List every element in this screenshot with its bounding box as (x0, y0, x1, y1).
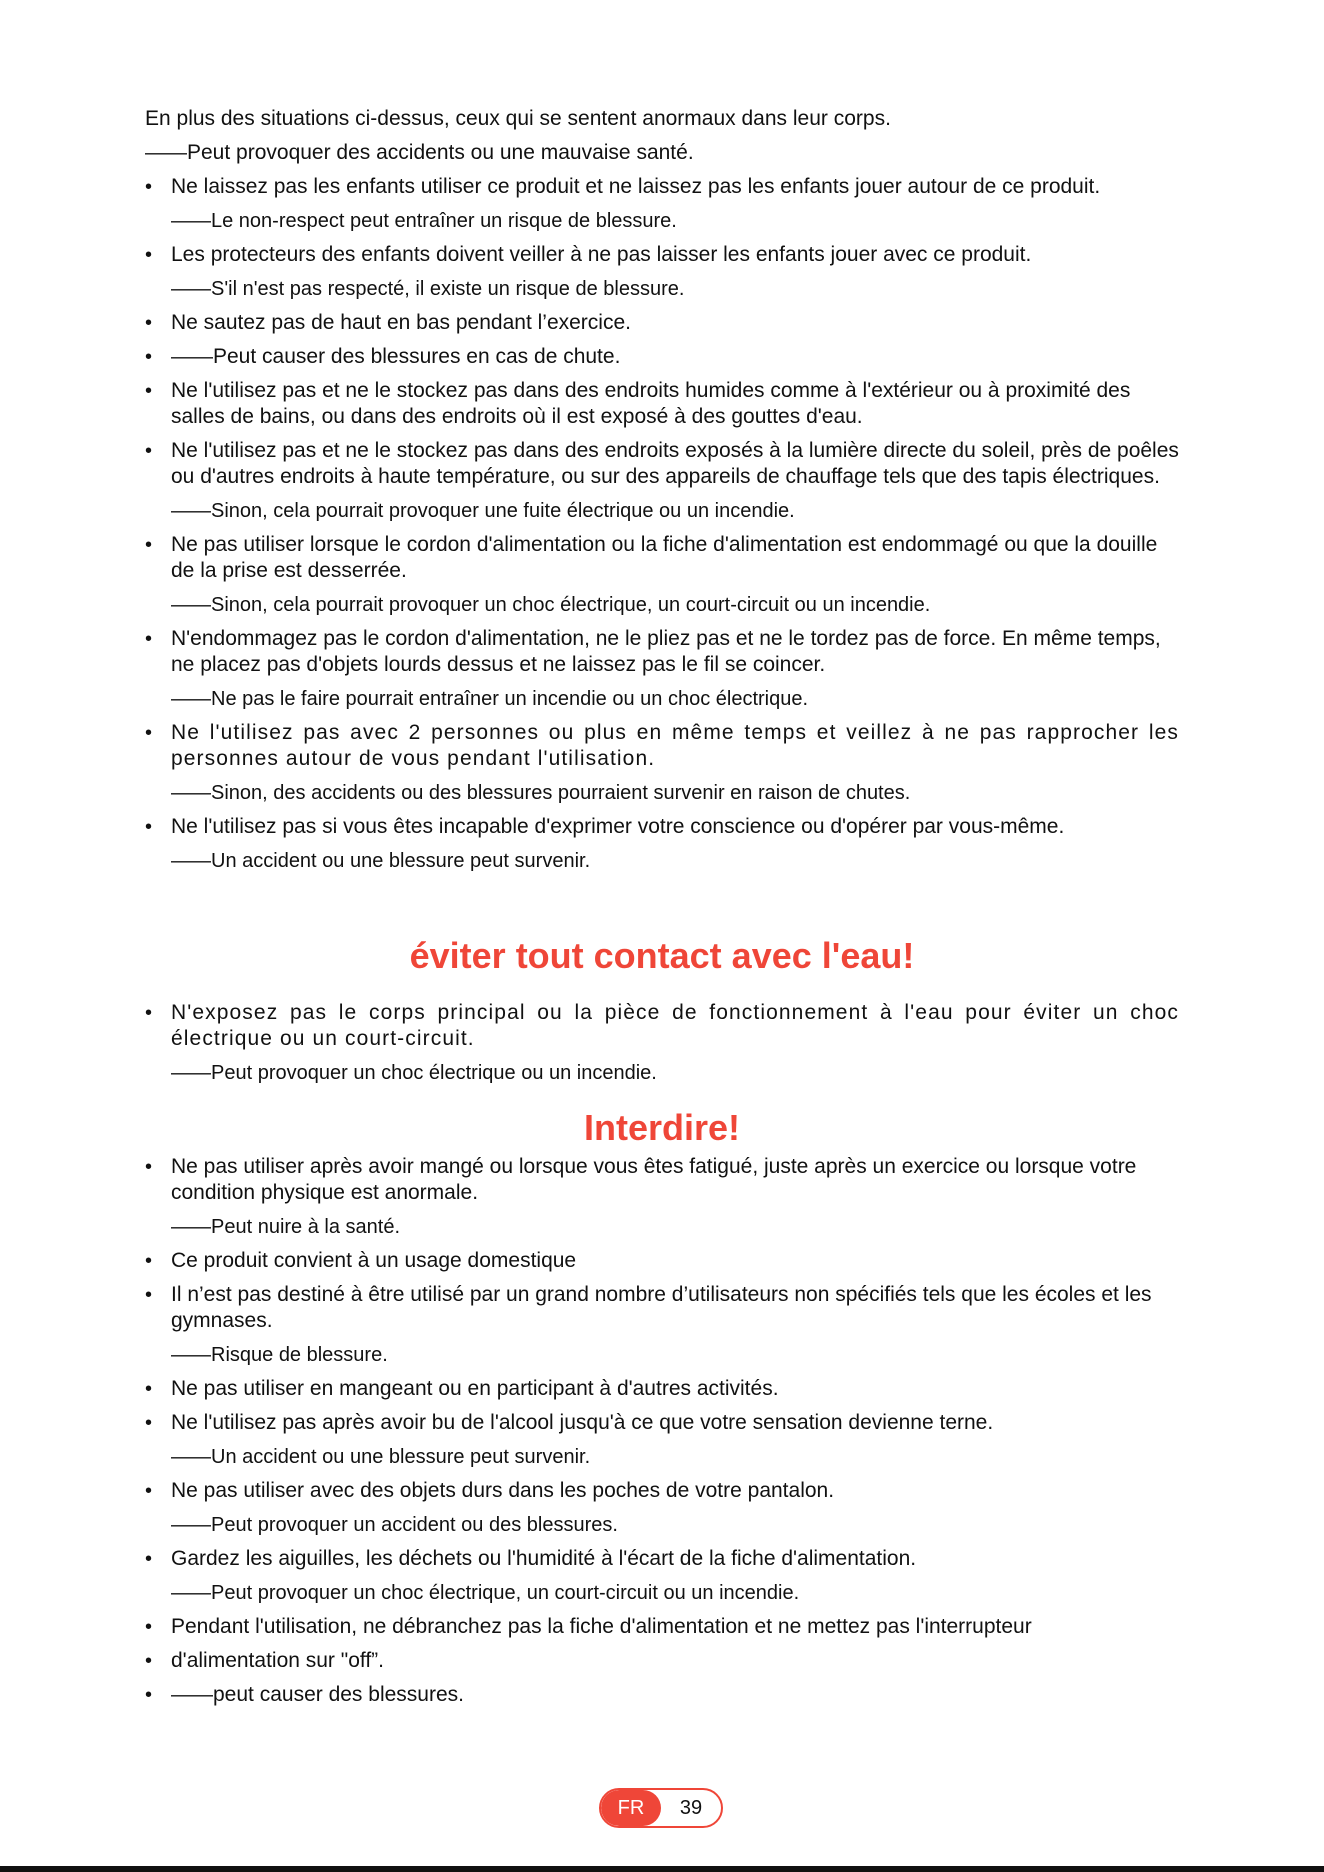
item-text: ——Peut causer des blessures en cas de chute. (171, 345, 621, 368)
item-note: ——Sinon, cela pourrait provoquer une fuite électrique ou un incendie. (171, 500, 795, 522)
list-item (145, 1478, 1179, 1504)
bullet-icon: • (145, 1156, 153, 1178)
list-item (145, 1410, 1179, 1436)
list-item (145, 1614, 1179, 1640)
bullet-icon: • (145, 816, 153, 838)
bullet-icon: • (145, 380, 153, 402)
item-text: N'endommagez pas le cordon d'alimentation, ne le pliez pas et ne le tordez pas de force. En même temps, ne placez pas d'objets lourds dessus et ne laissez pas le fil se coincer. (171, 627, 1161, 676)
bullet-icon: • (145, 1548, 153, 1570)
bullet-icon: • (145, 346, 153, 368)
intro-note: ——Peut provoquer des accidents ou une mauvaise santé. (145, 141, 694, 164)
list-item (145, 1248, 1179, 1274)
item-text: Ne l'utilisez pas si vous êtes incapable d'exprimer votre conscience ou d'opérer par vous-même. (171, 815, 1065, 838)
bullet-icon: • (145, 1378, 153, 1400)
bullet-icon: • (145, 1480, 153, 1502)
list-item (145, 1376, 1179, 1402)
item-note: ——Le non-respect peut entraîner un risque de blessure. (171, 210, 677, 232)
language-label: FR (601, 1790, 661, 1826)
bullet-icon: • (145, 1684, 153, 1706)
section-heading: éviter tout contact avec l'eau! (409, 935, 915, 976)
item-text: d'alimentation sur "off”. (171, 1649, 385, 1672)
bullet-icon: • (145, 244, 153, 266)
bullet-icon: • (145, 312, 153, 334)
item-note: ——Sinon, cela pourrait provoquer un choc électrique, un court-circuit ou un incendie. (171, 594, 931, 616)
bullet-icon: • (145, 1650, 153, 1672)
item-text: Ne l'utilisez pas et ne le stockez pas dans des endroits humides comme à l'extérieur ou à proximité des salles de bains, ou dans des endroits où il est exposé à des gouttes d'eau. (171, 379, 1131, 428)
bullet-icon: • (145, 440, 153, 462)
item-note: ——Peut nuire à la santé. (171, 1216, 401, 1238)
list-item (145, 532, 1179, 584)
item-text: Ne l'utilisez pas avec 2 personnes ou plus en même temps et veillez à ne pas rapprocher les personnes autour de vous pendant l'utilisation. (171, 721, 1179, 770)
item-note: ——Un accident ou une blessure peut survenir. (171, 1446, 591, 1468)
item-note: ——S'il n'est pas respecté, il existe un risque de blessure. (171, 278, 685, 300)
item-text: Les protecteurs des enfants doivent veiller à ne pas laisser les enfants jouer avec ce produit. (171, 243, 1032, 266)
list-item (145, 1282, 1179, 1334)
item-note: ——Sinon, des accidents ou des blessures pourraient survenir en raison de chutes. (171, 782, 911, 804)
bullet-icon: • (145, 534, 153, 556)
bullet-icon: • (145, 1250, 153, 1272)
bullet-icon: • (145, 176, 153, 198)
list-item (145, 174, 1179, 200)
item-note: ——Peut provoquer un choc électrique, un court-circuit ou un incendie. (171, 1582, 800, 1604)
item-text: Pendant l'utilisation, ne débranchez pas la fiche d'alimentation et ne mettez pas l'interrupteur (171, 1615, 1032, 1638)
list-item (145, 626, 1179, 678)
list-item (145, 1000, 1179, 1052)
item-text: ——peut causer des blessures. (171, 1683, 464, 1706)
item-text: Gardez les aiguilles, les déchets ou l'humidité à l'écart de la fiche d'alimentation. (171, 1547, 917, 1570)
item-note: ——Peut provoquer un choc électrique ou un incendie. (171, 1062, 657, 1084)
item-text: Ne laissez pas les enfants utiliser ce produit et ne laissez pas les enfants jouer autour de ce produit. (171, 175, 1101, 198)
item-text: Ne pas utiliser en mangeant ou en participant à d'autres activités. (171, 1377, 779, 1400)
list-item (145, 1154, 1179, 1206)
item-text: Ne pas utiliser lorsque le cordon d'alimentation ou la fiche d'alimentation est endommagé ou que la douille de la prise est desserrée. (171, 533, 1158, 582)
bullet-icon: • (145, 722, 154, 744)
bullet-icon: • (145, 1412, 153, 1434)
page-number-badge (599, 1788, 723, 1828)
page-number: 39 (679, 1796, 703, 1819)
list-item (145, 1648, 1179, 1674)
item-text: Ne l'utilisez pas et ne le stockez pas dans des endroits exposés à la lumière directe du soleil, près de poêles ou d'autres endroits à haute température, ou sur des appareils de chauffage tels que des tapis électriques. (171, 439, 1179, 488)
list-item (145, 814, 1179, 840)
item-note: ——Un accident ou une blessure peut survenir. (171, 850, 591, 872)
list-item (145, 1546, 1179, 1572)
bullet-icon: • (145, 628, 153, 650)
item-text: Ne sautez pas de haut en bas pendant l’exercice. (171, 311, 631, 334)
bullet-icon: • (145, 1284, 153, 1306)
item-text: Ne pas utiliser après avoir mangé ou lorsque vous êtes fatigué, juste après un exercice ou lorsque votre condition physique est anormale. (171, 1155, 1137, 1204)
page-content (145, 106, 1179, 1716)
list-item (145, 242, 1179, 268)
item-text: Il n’est pas destiné à être utilisé par un grand nombre d’utilisateurs non spécifiés tels que les écoles et les gymnases. (171, 1283, 1152, 1332)
item-text: Ce produit convient à un usage domestique (171, 1249, 577, 1272)
list-item (145, 1682, 1179, 1708)
item-note: ——Ne pas le faire pourrait entraîner un incendie ou un choc électrique. (171, 688, 809, 710)
list-item (145, 378, 1179, 430)
item-note: ——Risque de blessure. (171, 1344, 388, 1366)
bullet-icon: • (145, 1002, 154, 1024)
item-text: N'exposez pas le corps principal ou la pièce de fonctionnement à l'eau pour éviter un choc électrique ou un court-circuit. (171, 1001, 1179, 1050)
bullet-icon: • (145, 1616, 153, 1638)
list-item (145, 344, 1179, 370)
intro-text: En plus des situations ci-dessus, ceux qui se sentent anormaux dans leur corps. (145, 107, 891, 130)
bottom-divider (0, 1866, 1324, 1872)
list-item (145, 720, 1179, 772)
list-item (145, 310, 1179, 336)
list-item (145, 438, 1179, 490)
section-heading: Interdire! (583, 1107, 741, 1148)
item-note: ——Peut provoquer un accident ou des blessures. (171, 1514, 618, 1536)
item-text: Ne l'utilisez pas après avoir bu de l'alcool jusqu'à ce que votre sensation devienne terne. (171, 1411, 994, 1434)
item-text: Ne pas utiliser avec des objets durs dans les poches de votre pantalon. (171, 1479, 835, 1502)
